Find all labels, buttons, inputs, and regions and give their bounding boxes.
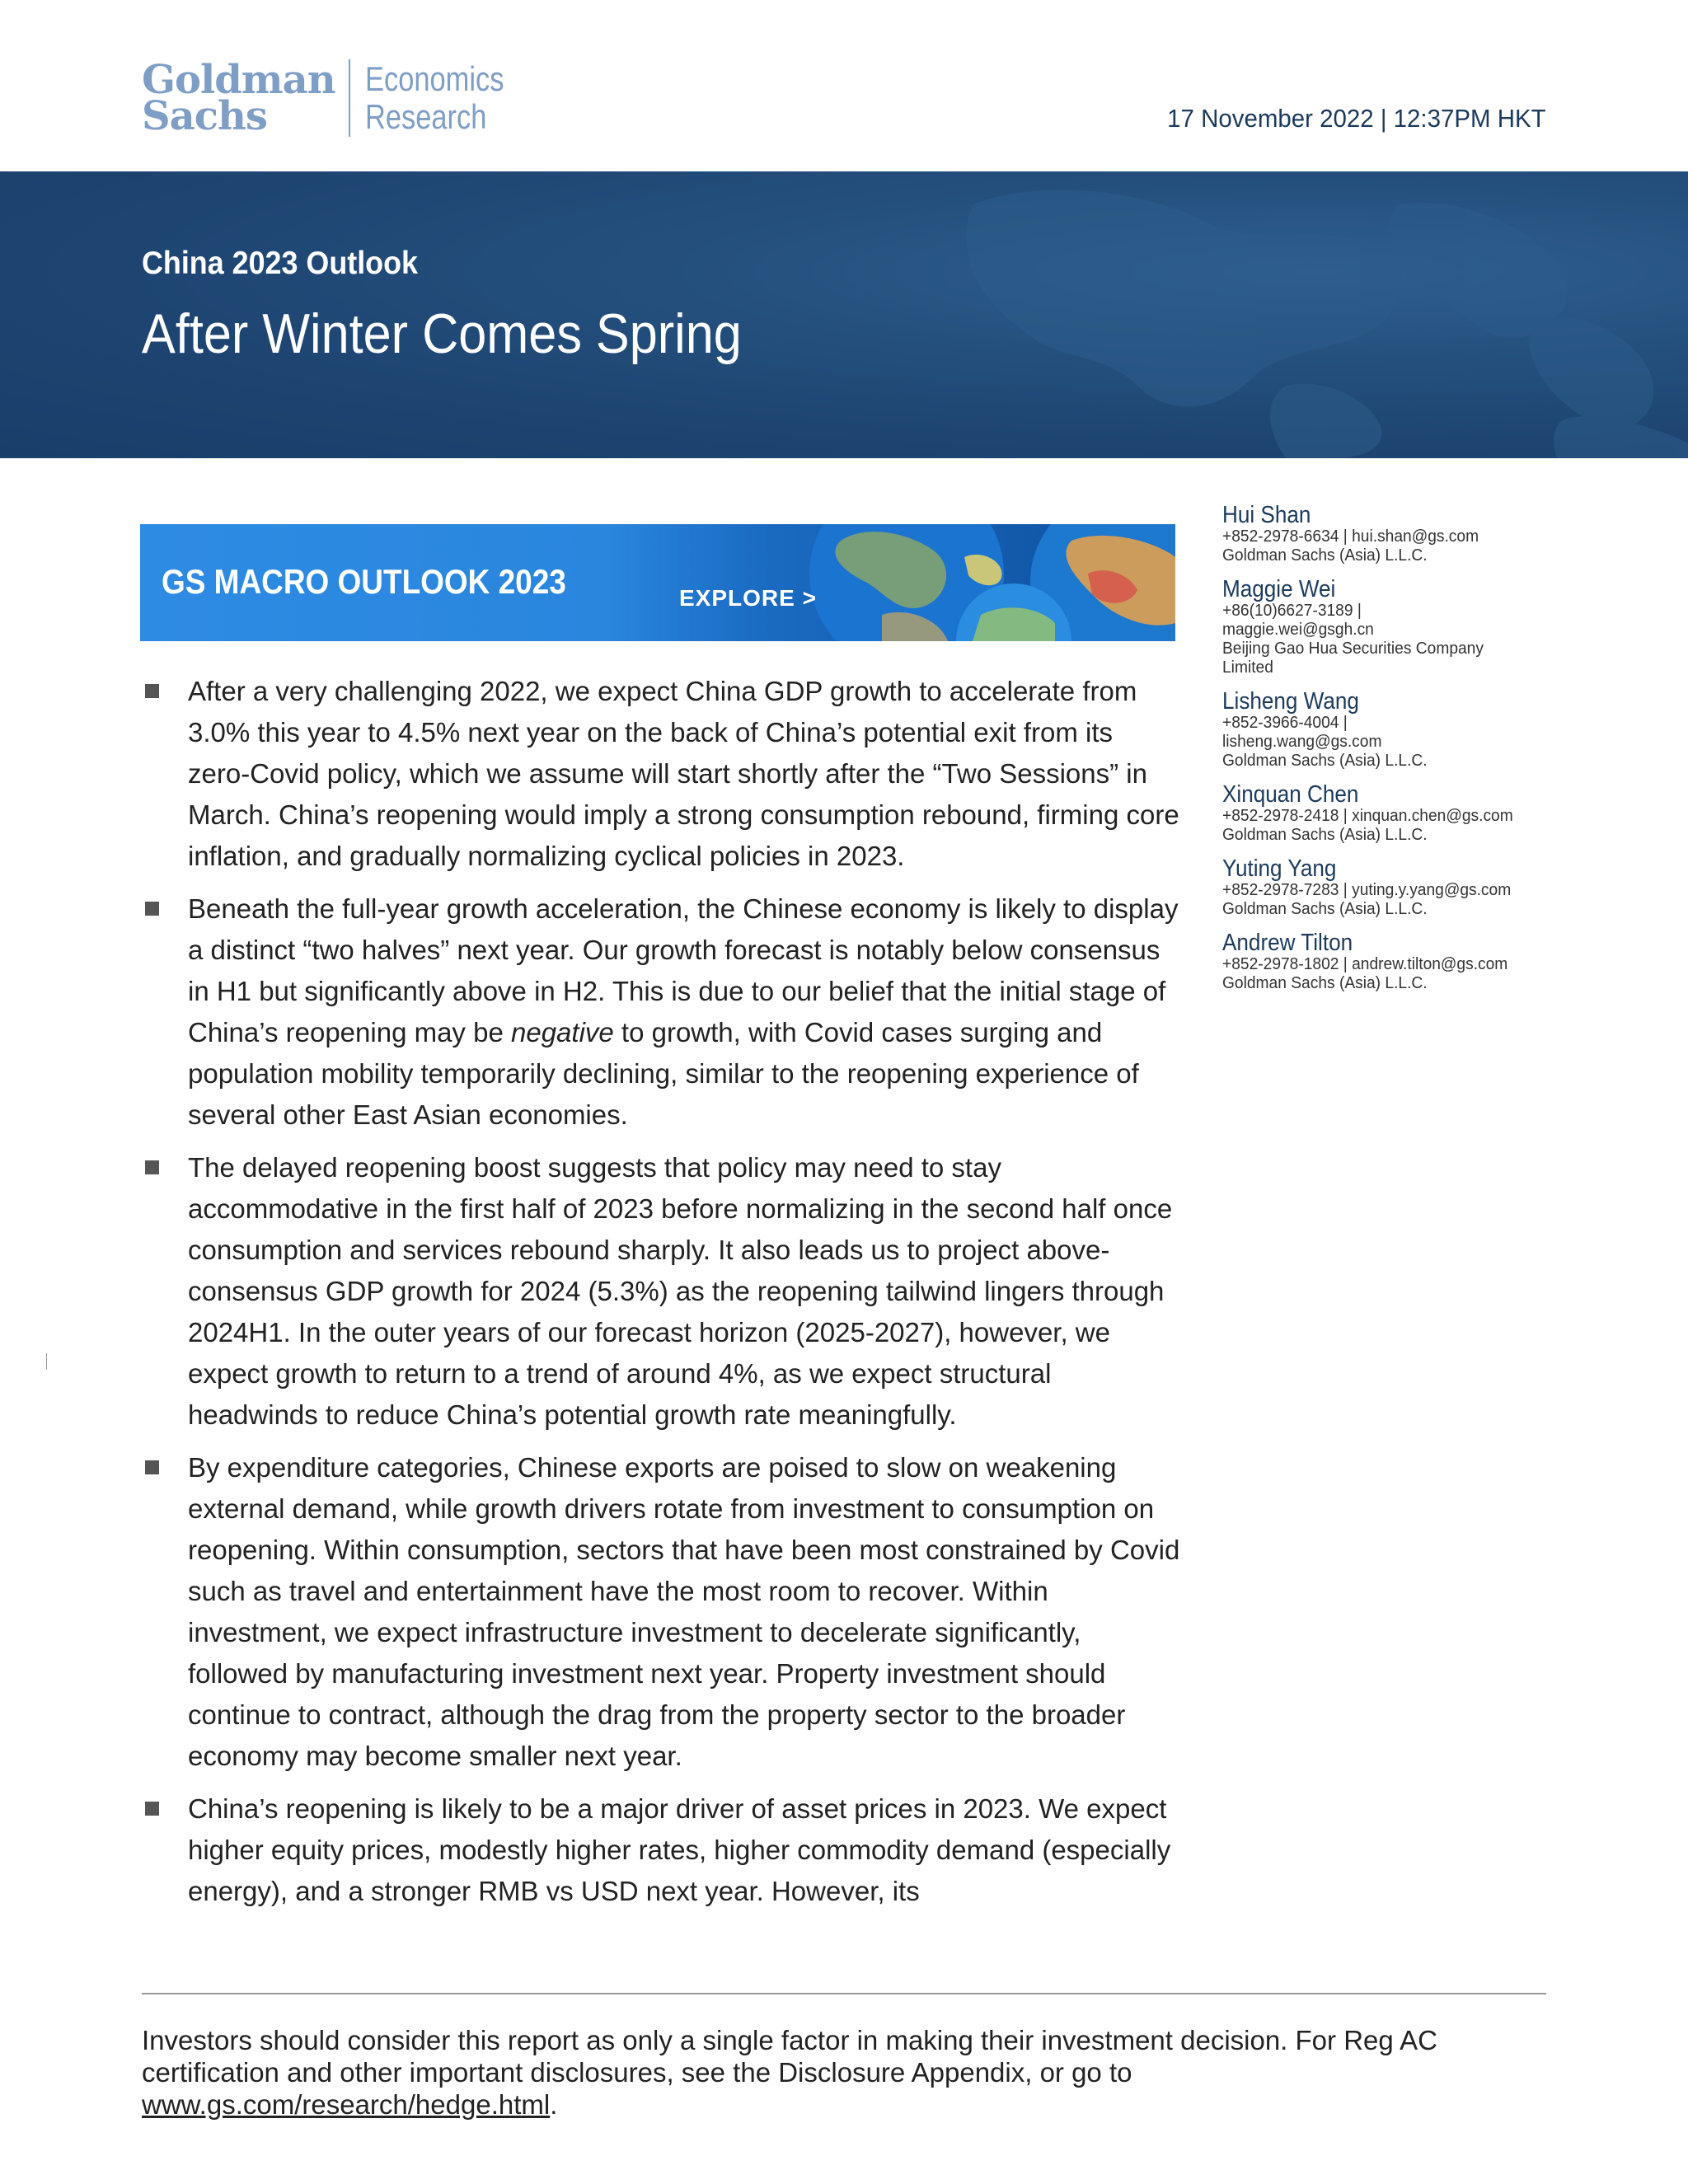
bullet-text: After a very challenging 2022, we expect China GDP growth to accelerate from 3.0% this year to 4.5% next year on the back of China’s potential exit from its zero-Covid policy, which we assume will start shortly after the “Two Sessions” in March. China’s reopening would imply a strong consumption rebound, firming core inflation, and gradually normalizing cyclical policies in 2023. [188, 676, 1179, 871]
logo-division [365, 60, 504, 136]
bullet-square-icon [145, 1160, 159, 1174]
author-xinquan-chen [1222, 782, 1568, 845]
author-contact[interactable]: +852-2978-2418 | xinquan.chen@gs.com [1222, 807, 1513, 825]
author-maggie-wei [1222, 577, 1568, 677]
bullet-square-icon [145, 1802, 159, 1816]
promo-title: GS MACRO OUTLOOK 2023 [162, 562, 566, 601]
author-email[interactable]: maggie.wei@gsgh.cn [1222, 621, 1374, 639]
disclosure-link[interactable]: www.gs.com/research/hedge.html [142, 2089, 551, 2120]
author-contact[interactable]: +852-2978-6634 | hui.shan@gs.com [1222, 527, 1479, 546]
author-name: Andrew Tilton [1222, 930, 1353, 956]
logo-division-line1: Economics [364, 59, 504, 98]
logo-wordmark [142, 57, 335, 139]
bullet-square-icon [145, 684, 159, 698]
bullet-square-icon [145, 1460, 159, 1474]
author-name: Yuting Yang [1222, 855, 1337, 882]
logo-division-line2: Research [364, 97, 487, 136]
author-phone: +86(10)6627-3189 | [1222, 602, 1362, 620]
author-firm-continued: Limited [1222, 658, 1273, 677]
author-firm: Goldman Sachs (Asia) L.L.C. [1222, 546, 1428, 565]
author-name: Maggie Wei [1222, 576, 1336, 602]
author-phone: +852-3966-4004 | [1222, 714, 1348, 732]
author-firm: Goldman Sachs (Asia) L.L.C. [1222, 974, 1428, 992]
authors-sidebar [1222, 503, 1568, 1005]
bullet-square-icon [145, 902, 159, 916]
disclaimer-end: . [550, 2089, 558, 2120]
bullet-text: China’s reopening is likely to be a major driver of asset prices in 2023. We expect higher equity prices, modestly higher rates, higher commodity demand (especially energy), and a stronger RMB vs USD next year. However, its [188, 1793, 1171, 1906]
bullet-item [142, 671, 1182, 877]
author-contact[interactable]: +852-2978-7283 | yuting.y.yang@gs.com [1222, 881, 1512, 899]
title-banner [0, 171, 1688, 458]
author-name: Lisheng Wang [1222, 688, 1359, 715]
author-email[interactable]: lisheng.wang@gs.com [1222, 733, 1382, 751]
logo-divider [349, 59, 350, 137]
key-points-list [142, 671, 1182, 1924]
author-contact[interactable]: +852-2978-1802 | andrew.tilton@gs.com [1222, 955, 1508, 973]
bullet-item [142, 888, 1182, 1136]
disclaimer-text: Investors should consider this report as only a single factor in making their investment decision. For Reg AC certification and other important disclosures, see the Disclosure Appendix, or go to [142, 2025, 1437, 2088]
author-name: Xinquan Chen [1222, 781, 1359, 808]
report-kicker: China 2023 Outlook [142, 246, 418, 281]
author-name: Hui Shan [1222, 502, 1311, 528]
bullet-text: The delayed reopening boost suggests that policy may need to stay accommodative in the first half of 2023 before normalizing in the second half once consumption and services rebound sharply. It also leads us to project above-consensus GDP growth for 2024 (5.3%) as the reopening tailwind lingers through 2024H1. In the outer years of our forecast horizon (2025-2027), however, we expect growth to return to a trend of around 4%, as we expect structural headwinds to reduce China’s potential growth rate meaningfully. [188, 1152, 1173, 1430]
disclaimer [142, 2024, 1543, 2121]
author-firm: Goldman Sachs (Asia) L.L.C. [1222, 900, 1428, 918]
author-hui-shan [1222, 503, 1568, 565]
bullet-text: Beneath the full-year growth acceleration, the Chinese economy is likely to display a distinct “two halves” next year. Our growth forecast is notably below consensus in H1 but significantly above in H2. This is due to our belief that the initial stage of China’s reopening may be [188, 893, 1179, 1047]
logo-brand-line2: Sachs [142, 93, 267, 139]
author-andrew-tilton [1222, 930, 1568, 993]
bullet-item [142, 1788, 1182, 1912]
footer-divider [142, 1993, 1546, 1994]
author-firm: Goldman Sachs (Asia) L.L.C. [1222, 752, 1428, 770]
explore-link[interactable]: EXPLORE > [679, 585, 817, 611]
bullet-text: By expenditure categories, Chinese exports are poised to slow on weakening external demand, while growth drivers rotate from investment to consumption on reopening. Within consumption, sectors that have been most constrained by Covid such as travel and entertainment have the most room to recover. Within investment, we expect infrastructure investment to decelerate significantly, followed by manufacturing investment next year. Property investment should continue to contract, although the drag from the property sector to the broader economy may become smaller next year. [188, 1452, 1180, 1771]
logo-brand-line1: Goldman [142, 57, 335, 103]
publication-date: 17 November 2022 | 12:37PM HKT [1167, 104, 1546, 133]
report-title: After Winter Comes Spring [142, 302, 742, 365]
macro-outlook-promo-banner[interactable] [140, 524, 1175, 641]
bullet-emphasis: negative [510, 1017, 614, 1047]
author-yuting-yang [1222, 856, 1568, 919]
bullet-item [142, 1447, 1182, 1777]
author-lisheng-wang [1222, 689, 1568, 771]
bullet-text-continued: to growth, with Covid cases surging and population mobility temporarily declining, similar to the reopening experience of several other East Asian economies. [188, 1017, 1139, 1130]
bullet-item [142, 1147, 1182, 1436]
margin-mark [46, 1353, 47, 1370]
author-firm: Beijing Gao Hua Securities Company [1222, 640, 1484, 658]
goldman-sachs-logo[interactable] [142, 59, 534, 137]
author-firm: Goldman Sachs (Asia) L.L.C. [1222, 826, 1428, 844]
